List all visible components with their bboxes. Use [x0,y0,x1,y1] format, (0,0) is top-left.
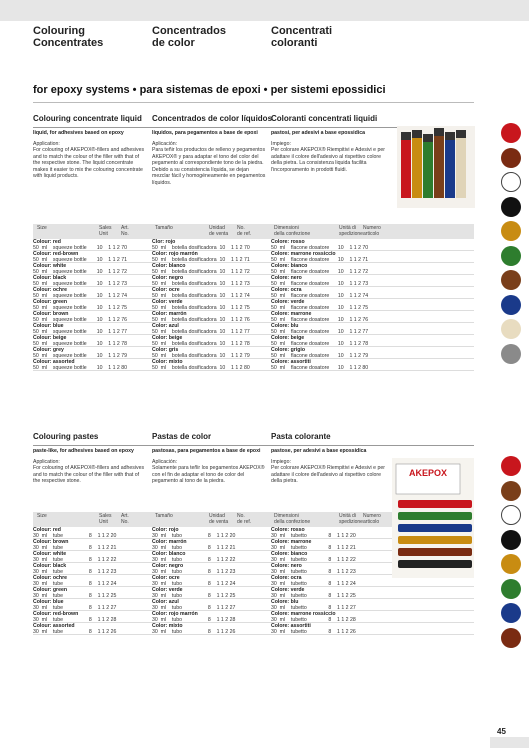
header-english [33,25,103,49]
row-title-es: Color: blanco [152,263,186,269]
row-art-number: 1 1 2 76 [108,317,128,323]
colour-swatch [501,344,521,364]
colour-swatch [501,481,521,501]
row-spec-es [152,629,235,635]
row-title-es: Color: ocre [152,287,180,293]
row-title-en: Colour: white [33,263,67,269]
row-art-number: 1 1 2 21 [97,545,117,551]
row-title-en: Colour: assorted [33,359,75,365]
table-header [33,224,474,239]
row-spec-text: 30 ml tubo 8 [152,557,217,563]
intro-es [152,130,266,186]
row-title-it: Colore: rosso [271,239,305,245]
table-row [33,287,474,299]
row-title-it: Colore: marrone [271,311,312,317]
row-art-number: 1 1 2 77 [231,329,250,335]
row-spec-it [271,629,356,635]
divider [33,102,474,103]
th-no: No. de ref. [237,513,252,525]
row-title-en: Colour: ochre [33,287,68,293]
row-art-number: 1 1 2 20 [216,533,236,539]
header-italian [271,25,332,49]
colour-swatch [501,123,521,143]
row-title-it: Colore: rosso [271,527,305,533]
row-title-es: Color: azul [152,599,179,605]
row-art-number: 1 1 2 80 [231,365,250,371]
row-title-it: Colore: blu [271,599,299,605]
row-spec-text: 50 ml flacone dosatore 10 [271,305,350,311]
header-line: Concentrati [271,25,333,37]
row-title-es: Color: mixto [152,359,183,365]
row-art-number: 1 1 2 20 [337,533,356,539]
row-title-it: Colore: marrone rossiccio [271,251,336,257]
row-title-it: Colore: verde [271,299,305,305]
intro-es [152,448,266,485]
row-title-it: Colore: verde [271,587,305,593]
row-art-number: 1 1 2 72 [349,269,369,275]
row-title-en: Colour: black [33,275,67,281]
row-title-es: Color: marrón [152,311,187,317]
table-row [33,335,474,347]
row-spec-text: 50 ml botella dosificadora 10 [152,317,232,323]
colour-swatch [501,456,521,476]
row-art-number: 1 1 2 73 [231,281,250,287]
intro-bold: pastosi, per adesivi a base epossidica [271,130,365,136]
th-size: Size [37,225,47,231]
table-row [33,347,474,359]
row-spec-text: 30 ml tube 8 [33,533,98,539]
row-spec-text: 50 ml botella dosificadora 10 [152,329,232,335]
row-title-it: Colore: assortiti [271,623,311,629]
row-spec-text: 50 ml flacone dosatore 10 [271,353,350,359]
row-spec-text: 50 ml botella dosificadora 10 [152,365,232,371]
th-unita: Unità di spedizione [339,225,363,237]
row-art-number: 1 1 2 76 [349,317,369,323]
row-title-it: Colore: grigio [271,347,306,353]
row-art-number: 1 1 2 25 [216,593,236,599]
row-art-number: 1 1 2 24 [337,581,356,587]
row-art-number: 1 1 2 80 [108,365,128,371]
row-art-number: 1 1 2 77 [108,329,128,335]
row-spec-text: 30 ml tube 8 [33,605,98,611]
row-title-es: Color: verde [152,299,183,305]
row-title-it: Colore: ocra [271,575,302,581]
row-title-es: Clor: rojo [152,239,176,245]
row-spec-text: 50 ml botella dosificadora 10 [152,341,232,347]
table-row [33,299,474,311]
row-art-number: 1 1 2 72 [108,269,128,275]
th-no: No. de ref. [237,225,252,237]
row-art-number: 1 1 2 25 [97,593,117,599]
row-art-number: 1 1 2 73 [349,281,369,287]
th-dim: Dimensioni della confezione [274,513,311,525]
th-sales: Sales Unit [99,225,112,237]
row-art-number: 1 1 2 27 [337,605,356,611]
table-row [33,275,474,287]
row-title-es: Color: rojo marrón [152,251,198,257]
row-title-it: Colore: assortiti [271,359,311,365]
row-art-number: 1 1 2 27 [216,605,236,611]
row-title-es: Color: beige [152,335,183,341]
intro-text: Aplicación: Para teñir los productos de relleno y pegamentos AKEPOX® y para adaptar el tono del color del pegamento al correspondiente tono de la piedra. Debido a su consistencia líquida, se dejan mezclar fácil y homogéneamente en pegamentos líquidos. [152,140,266,186]
row-title-en: Colour: green [33,299,68,305]
row-spec-text: 50 ml squeeze bottle 10 [33,341,109,347]
row-title-en: Colour: red-brown [33,251,79,257]
row-spec-text: 30 ml tube 8 [33,581,98,587]
header-spanish [152,25,226,49]
row-spec-text: 50 ml squeeze bottle 10 [33,281,109,287]
row-title-es: Color: verde [152,587,183,593]
header-line: Colouring [33,25,85,37]
header-line: de color [152,37,195,49]
colour-swatch [501,221,521,241]
th-tam: Tamaño [155,513,173,519]
row-spec-text: 30 ml tubetto 8 [271,605,338,611]
row-spec-text: 50 ml flacone dosatore 10 [271,329,350,335]
row-art-number: 1 1 2 23 [337,569,356,575]
colour-swatch [501,319,521,339]
row-art-number: 1 1 2 74 [108,293,128,299]
row-title-en: Colour: brown [33,311,69,317]
row-title-en: Colour: red [33,527,61,533]
row-art-number: 1 1 2 77 [349,329,369,335]
row-spec-text: 50 ml squeeze bottle 10 [33,245,109,251]
row-spec-text: 30 ml tubo 8 [152,569,217,575]
row-spec-text: 30 ml tube 8 [33,557,98,563]
row-art-number: 1 1 2 26 [97,629,117,635]
row-spec-text: 50 ml squeeze bottle 10 [33,329,109,335]
th-sales: Sales Unit [99,513,112,525]
colour-swatch [501,148,521,168]
section-title-it: Coloranti concentrati liquidi [271,114,378,123]
intro-text: Application: For colouring of AKEPOX®-fillers and adhesives and to match the colour of the filler with that of the respective stone. [33,458,145,484]
th-unita: Unità di spedizione [339,513,363,525]
table-row [33,587,474,599]
th-num: Numero articolo [363,513,381,525]
th-size: Size [37,513,47,519]
header-line: Concentrates [33,37,104,49]
row-title-en: Colour: white [33,551,67,557]
table-row [33,599,474,611]
section-title-en: Colouring pastes [33,432,99,441]
row-title-en: Colour: blue [33,323,64,329]
row-title-es: Color: ocre [152,575,180,581]
row-title-it: Colore: nero [271,563,302,569]
table-row [33,623,474,635]
row-title-es: Color: rojo marrón [152,611,198,617]
row-spec-text: 50 ml botella dosificadora 10 [152,257,232,263]
header-line: coloranti [271,37,318,49]
th-tam: Tamaño [155,225,173,231]
row-art-number: 1 1 2 26 [337,629,356,635]
row-art-number: 1 1 2 70 [108,245,128,251]
row-art-number: 1 1 2 24 [97,581,117,587]
row-art-number: 1 1 2 70 [349,245,369,251]
row-spec-text: 30 ml tubo 8 [152,593,217,599]
row-art-number: 1 1 2 80 [349,365,369,371]
row-title-en: Colour: green [33,587,68,593]
row-art-number: 1 1 2 21 [337,545,356,551]
row-art-number: 1 1 2 79 [349,353,369,359]
row-title-en: Colour: black [33,563,67,569]
row-spec-text: 30 ml tubetto 8 [271,557,338,563]
row-spec-text: 30 ml tubo 8 [152,533,217,539]
row-spec-text: 30 ml tubetto 8 [271,629,338,635]
row-spec-text: 30 ml tubo 8 [152,629,217,635]
row-art-number: 1 1 2 79 [108,353,128,359]
table-row [33,359,474,371]
table-row [33,611,474,623]
intro-bold: liquid, for adhesives based on epoxy [33,130,124,136]
row-title-en: Colour: red-brown [33,611,79,617]
row-spec-text: 50 ml squeeze bottle 10 [33,365,109,371]
row-title-es: Color: azul [152,323,179,329]
row-art-number: 1 1 2 27 [97,605,117,611]
table-row [33,311,474,323]
row-spec-text: 50 ml botella dosificadora 10 [152,269,232,275]
th-unidad: Unidad de venta [209,225,229,237]
row-title-it: Colore: nero [271,275,302,281]
row-art-number: 1 1 2 23 [97,569,117,575]
row-title-es: Color: rojo [152,527,179,533]
row-art-number: 1 1 2 71 [231,257,250,263]
row-spec-text: 50 ml flacone dosatore 10 [271,317,350,323]
row-art-number: 1 1 2 21 [216,545,236,551]
row-spec-text: 30 ml tubetto 8 [271,545,338,551]
section-title-it: Pasta colorante [271,432,331,441]
section-title [33,432,474,444]
th-unidad: Unidad de venta [209,513,229,525]
row-spec-text: 50 ml flacone dosatore 10 [271,281,350,287]
row-spec-text: 50 ml flacone dosatore 10 [271,365,350,371]
intro-en [33,130,147,180]
row-spec-text: 30 ml tubo 8 [152,605,217,611]
row-title-en: Colour: assorted [33,623,75,629]
row-title-it: Colore: marrone [271,539,312,545]
intro-text: Impiego: Per colorare AKEPOX® Riempitivi e Adesivi e per adattare il colore dell'adesivo al rispettivo colore della pietra. La consistenza liquida facilita l'incorporamento in prodotti fluidi. [271,140,385,173]
row-spec-en [33,365,127,371]
section-title-es: Pastas de color [152,432,212,441]
row-spec-text: 30 ml tube 8 [33,593,98,599]
intro-en [33,448,147,485]
row-title-en: Colour: beige [33,335,67,341]
row-spec-es [152,365,250,371]
colour-swatch [501,603,521,623]
row-spec-text: 50 ml flacone dosatore 10 [271,269,350,275]
row-spec-text: 50 ml squeeze bottle 10 [33,353,109,359]
tubes-image [392,458,474,578]
row-spec-text: 50 ml botella dosificadora 10 [152,353,232,359]
colour-swatch [501,505,521,525]
row-art-number: 1 1 2 76 [231,317,250,323]
row-art-number: 1 1 2 28 [337,617,356,623]
colour-swatch [501,554,521,574]
page-number-band [490,737,529,748]
row-art-number: 1 1 2 75 [349,305,369,311]
row-spec-text: 50 ml flacone dosatore 10 [271,341,350,347]
section-title-es: Concentrados de color líquidos [152,114,273,123]
row-title-it: Colore: ocra [271,287,302,293]
intro-it [271,448,385,485]
row-art-number: 1 1 2 25 [337,593,356,599]
row-spec-text: 30 ml tube 8 [33,629,98,635]
row-spec-text: 30 ml tubetto 8 [271,533,338,539]
row-art-number: 1 1 2 71 [108,257,128,263]
table-row [33,263,474,275]
row-spec-text: 50 ml botella dosificadora 10 [152,245,232,251]
row-spec-text: 50 ml squeeze bottle 10 [33,257,109,263]
row-art-number: 1 1 2 78 [231,341,250,347]
row-title-es: Color: mixto [152,623,183,629]
row-spec-text: 50 ml botella dosificadora 10 [152,305,232,311]
table-row [33,251,474,263]
intro-bold: líquidos, para pegamentos a base de epoxi [152,130,258,136]
intro-text: Impiego: Per colorare AKEPOX® Riempitivi e Adesivi e per adattare il colore dell'adesivo al rispettivo colore della pietra. [271,458,385,484]
row-spec-text: 30 ml tubetto 8 [271,569,338,575]
intro-it [271,130,385,173]
row-title-en: Colour: ochre [33,575,68,581]
row-title-it: Colore: blu [271,323,299,329]
row-spec-text: 50 ml botella dosificadora 10 [152,293,232,299]
row-art-number: 1 1 2 24 [216,581,236,587]
row-art-number: 1 1 2 26 [216,629,236,635]
row-title-it: Colore: beige [271,335,305,341]
row-spec-text: 50 ml squeeze bottle 10 [33,317,109,323]
row-art-number: 1 1 2 78 [108,341,128,347]
row-art-number: 1 1 2 20 [97,533,117,539]
th-dim: Dimensioni della confezione [274,225,311,237]
row-spec-text: 50 ml squeeze bottle 10 [33,293,109,299]
row-spec-text: 30 ml tube 8 [33,545,98,551]
row-title-en: Colour: grey [33,347,64,353]
row-art-number: 1 1 2 78 [349,341,369,347]
intro-bold: paste-like, for adhesives based on epoxy [33,448,134,454]
th-art: Art. No. [121,513,129,525]
row-spec-text: 30 ml tubetto 8 [271,581,338,587]
row-art-number: 1 1 2 74 [349,293,369,299]
row-art-number: 1 1 2 73 [108,281,128,287]
row-title-es: Color: marrón [152,539,187,545]
colour-swatch [501,270,521,290]
section-title-en: Colouring concentrate liquid [33,114,142,123]
row-art-number: 1 1 2 23 [216,569,236,575]
table-row [33,323,474,335]
row-spec-text: 30 ml tubo 8 [152,617,217,623]
row-art-number: 1 1 2 22 [216,557,236,563]
row-spec-text: 50 ml squeeze bottle 10 [33,269,109,275]
header-line: Concentrados [152,25,226,37]
intro-text: Application: For colouring of AKEPOX®-fillers and adhesives and to match the colour of the filler with that of the respective stone. The liquid concentrate makes it easier to mix the colouring concentrate with liquid products. [33,140,145,179]
row-title-es: Color: gris [152,347,179,353]
row-title-it: Colore: marrone rossiccio [271,611,336,617]
page-number: 45 [497,727,506,736]
row-spec-text: 30 ml tubetto 8 [271,593,338,599]
colour-swatch [501,295,521,315]
row-title-en: Colour: blue [33,599,64,605]
row-spec-text: 30 ml tube 8 [33,569,98,575]
row-art-number: 1 1 2 70 [231,245,250,251]
row-spec-text: 50 ml botella dosificadora 10 [152,281,232,287]
colour-swatch [501,197,521,217]
row-art-number: 1 1 2 75 [108,305,128,311]
row-title-es: Color: blanco [152,551,186,557]
row-spec-text: 50 ml flacone dosatore 10 [271,293,350,299]
row-spec-text: 50 ml flacone dosatore 10 [271,245,350,251]
colour-swatch [501,579,521,599]
colour-swatch [501,530,521,550]
top-band [0,0,529,21]
row-spec-text: 30 ml tube 8 [33,617,98,623]
row-title-en: Colour: red [33,239,61,245]
table-row [33,239,474,251]
bottles-image [397,126,475,208]
row-spec-text: 50 ml flacone dosatore 10 [271,257,350,263]
row-art-number: 1 1 2 22 [97,557,117,563]
row-art-number: 1 1 2 28 [97,617,117,623]
row-spec-it [271,365,368,371]
row-title-es: Color: negro [152,275,184,281]
row-spec-text: 30 ml tubo 8 [152,581,217,587]
row-title-en: Colour: brown [33,539,69,545]
row-spec-text: 50 ml squeeze bottle 10 [33,305,109,311]
section-title [33,114,474,126]
row-title-es: Color: negro [152,563,184,569]
row-art-number: 1 1 2 72 [231,269,250,275]
row-art-number: 1 1 2 71 [349,257,369,263]
colour-swatch [501,628,521,648]
th-num: Numero articolo [363,225,381,237]
intro-bold: pastose, per adesivi a base epossidica [271,448,367,454]
intro-text: Aplicación: Solamente para teñir los pegamentos AKEPOX® con el fin de adaptar el tono de color del pegamento al tono de la piedra. [152,458,265,484]
row-art-number: 1 1 2 75 [231,305,250,311]
row-art-number: 1 1 2 79 [231,353,250,359]
row-title-it: Colore: bianco [271,551,308,557]
product-table [33,239,474,371]
page-subtitle: for epoxy systems • para sistemas de epoxi • per sistemi epossidici [33,84,386,96]
row-spec-en [33,629,116,635]
row-spec-text: 30 ml tubo 8 [152,545,217,551]
th-art: Art. No. [121,225,129,237]
row-spec-text: 30 ml tubetto 8 [271,617,338,623]
colour-swatch [501,172,521,192]
row-art-number: 1 1 2 74 [231,293,250,299]
row-art-number: 1 1 2 22 [337,557,356,563]
page-header [33,25,473,55]
row-title-it: Colore: bianco [271,263,308,269]
row-art-number: 1 1 2 28 [216,617,236,623]
svg-text:AKEPOX: AKEPOX [408,468,448,478]
colour-swatch [501,246,521,266]
intro-bold: pastosas, para pegamentos a base de epoxi [152,448,261,454]
